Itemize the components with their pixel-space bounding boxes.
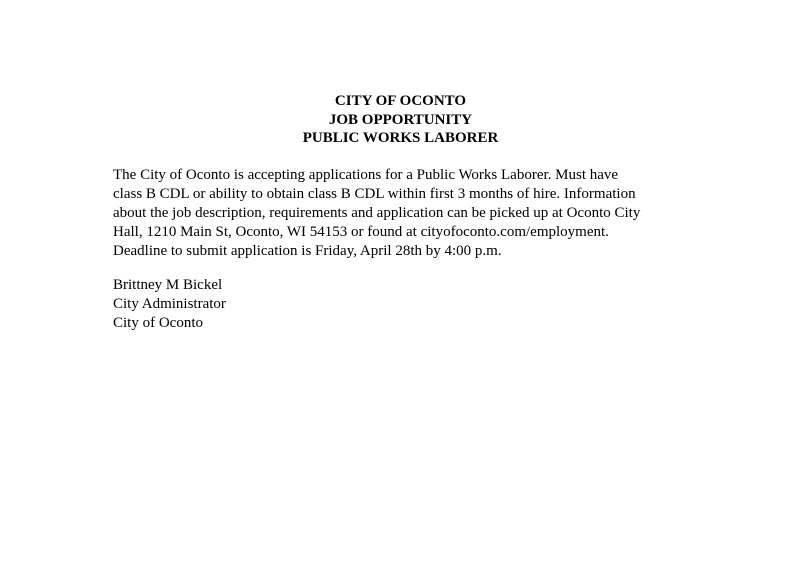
paragraph-line: The City of Oconto is accepting applications for a Public Works Laborer. Must have [113, 167, 619, 183]
announcement-paragraph [113, 166, 693, 261]
document-heading [0, 92, 801, 148]
heading-job-opportunity: JOB OPPORTUNITY [328, 111, 473, 128]
signature-organization: City of Oconto [113, 315, 203, 331]
signature-name: Brittney M Bickel [113, 277, 223, 293]
paragraph-line: about the job description, requirements and application can be picked up at Oconto City [113, 205, 641, 221]
signature-title: City Administrator [113, 296, 226, 312]
paragraph-line: Deadline to submit application is Friday, April 28th by 4:00 p.m. [113, 243, 502, 259]
paragraph-line: Hall, 1210 Main St, Oconto, WI 54153 or found at cityofoconto.com/employment. [113, 224, 609, 240]
heading-city-name: CITY OF OCONTO [334, 93, 467, 109]
heading-position-title: PUBLIC WORKS LABORER [302, 130, 499, 146]
signature-block [113, 276, 226, 333]
paragraph-line: class B CDL or ability to obtain class B CDL within first 3 months of hire. Information [113, 186, 636, 202]
